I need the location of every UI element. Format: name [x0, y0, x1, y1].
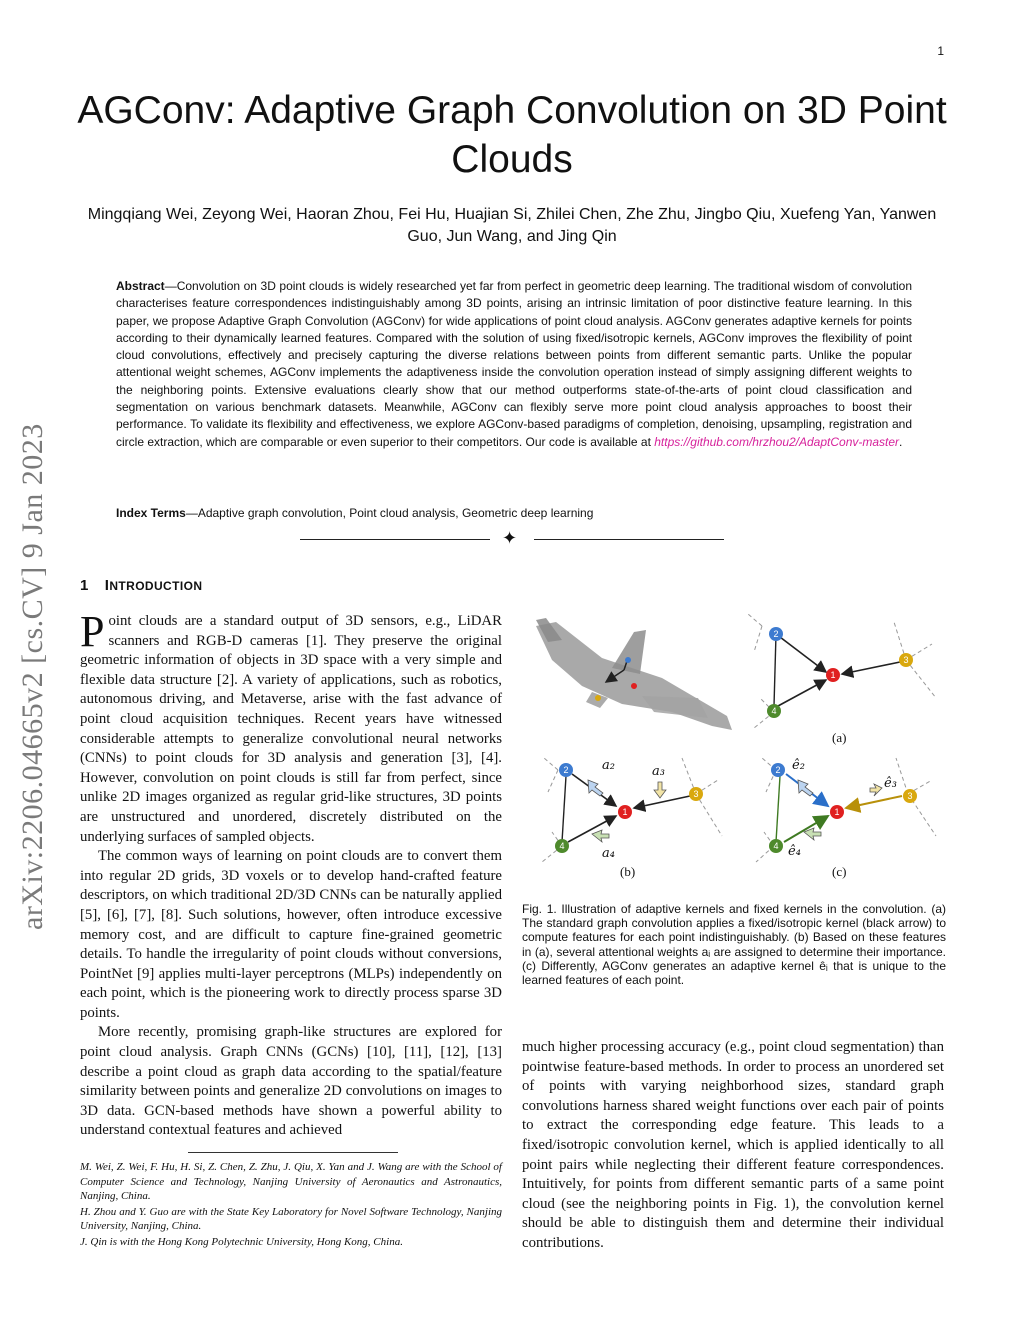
section-heading — [80, 577, 202, 594]
node-3-b: 3 — [689, 787, 703, 801]
drop-cap: P — [80, 607, 105, 656]
kernel-e4: ê₄ — [788, 844, 801, 859]
right-paragraph-1: much higher processing accuracy (e.g., point cloud segmentation) than pointwise feature-based methods. In order to process an unordered set of points with varying neighborhood sizes, standard graph convolutions harness shared weight functions over each pair of points to extract the corresponding edge feature. This leads to a fixed/isotropic convolution kernel, which is applied identically to all point pairs while neglecting their different feature correspondences. Intuitively, for points from different semantic parts of a same point cloud (see the neighboring points in Fig. 1), the convolution kernel should be able to distinguish them and determine their individual contributions. — [522, 1039, 944, 1251]
author-list: Mingqiang Wei, Zeyong Wei, Haoran Zhou, Fei Hu, Huajian Si, Zhilei Chen, Zhe Zhu, Jingbo Qiu, Xuefeng Yan, Yanwen Guo, Jun Wang, and Jing Qin — [87, 206, 937, 245]
section-divider — [300, 530, 724, 550]
node-2-a: 2 — [769, 627, 783, 641]
paragraph-1 — [80, 607, 502, 847]
paragraph-3: More recently, promising graph-like structures are explored for point cloud analysis. Graph CNNs (GCNs) [10], [11], [12], [13] describe a point cloud as graph data according to the spatial/feature similarity between points and generalize 2D convolutions on images to 3D data. GCN-based methods have shown a powerful ability to understand contextual features and achieved — [80, 1024, 502, 1139]
footnote-1: M. Wei, Z. Wei, F. Hu, H. Si, Z. Chen, Z. Zhu, J. Qiu, X. Yan and J. Wang are with the School of Computer Science and Technology, Nanjing University of Aeronautics and Astronautics, Nanjing, China. — [80, 1161, 502, 1203]
divider-star-icon: ✦ — [502, 528, 518, 548]
weight-a3: a₃ — [652, 764, 665, 779]
code-link[interactable]: https://github.com/hrzhou2/AdaptConv-master — [654, 434, 900, 449]
right-column — [522, 1038, 944, 1254]
section-title-rest: NTRODUCTION — [109, 579, 203, 593]
paragraph-1-text: oint clouds are a standard output of 3D sensors, e.g., LiDAR scanners and RGB-D cameras [1]. They preserve the original geometric information of objects in 3D space with a very simple and flexible data structure [2]. A variety of applications, such as robotics, autonomous driving, and Metaverse, arise with the fast advance of point cloud acquisition techniques. Recent years have witnessed considerable attempts to generalize convolutional neural networks (CNNs) to point clouds for 3D analysis and generation [3], [4]. However, convolution on point clouds is still far from perfect, since unlike 2D images organized as regular grid-like structures, 3D points are unstructured and unordered, discretely distributed on the underlying surfaces of sampled objects. — [80, 613, 502, 845]
figure-1 — [522, 608, 946, 898]
paper-title: AGConv: Adaptive Graph Convolution on 3D Point Clouds — [77, 89, 947, 181]
section-number: 1 — [80, 577, 89, 594]
footnote-rule — [188, 1152, 398, 1153]
airplane-point-cloud-image — [536, 618, 732, 730]
node-4-a: 4 — [767, 704, 781, 718]
section-title-initial: I — [104, 577, 110, 594]
index-terms-label: Index Terms — [116, 506, 186, 520]
node-4-c: 4 — [769, 839, 783, 853]
weight-a2: a₂ — [602, 758, 615, 773]
node-1-c: 1 — [830, 805, 844, 819]
node-2-b: 2 — [559, 763, 573, 777]
abstract — [116, 278, 912, 451]
abstract-label: Abstract — [116, 279, 165, 293]
left-column — [80, 607, 502, 1141]
index-terms — [116, 505, 912, 522]
footnote-2: H. Zhou and Y. Guo are with the State Key Laboratory for Novel Software Technology, Nanjing University, Nanjing, China. — [80, 1205, 502, 1233]
kernel-e3: ê₃ — [884, 776, 897, 791]
node-3-c: 3 — [903, 789, 917, 803]
subfigure-label-c: (c) — [832, 864, 847, 879]
index-terms-text: —Adaptive graph convolution, Point cloud analysis, Geometric deep learning — [185, 506, 594, 520]
node-1-a: 1 — [826, 668, 840, 682]
page-number: 1 — [937, 44, 944, 58]
figure-caption: Fig. 1. Illustration of adaptive kernels and fixed kernels in the convolution. (a) The standard graph convolution applies a fixed/isotropic kernel (black arrow) to compute features for each point indistinguishably. (b) Based on these features in (a), several attentional weights aᵢ are assigned to determine their importance. (c) Differently, AGConv generates an adaptive kernel êᵢ that is unique to the learned features of each point. — [522, 902, 946, 988]
subfigure-label-a: (a) — [832, 730, 847, 745]
kernel-e2: ê₂ — [792, 758, 805, 773]
node-3-a: 3 — [899, 653, 913, 667]
weight-a4: a₄ — [602, 846, 615, 861]
abstract-text: —Convolution on 3D point clouds is widely researched yet far from perfect in geometric deep learning. The traditional wisdom of convolution characterises feature correspondences indistinguishably among 3D points, arising an intrinsic limitation of poor distinctive feature learning. In this paper, we propose Adaptive Graph Convolution (AGConv) for wide applications of point cloud analysis. AGConv generates adaptive kernels for points according to their dynamically learned features. Compared with the solution of using fixed/isotropic kernels, AGConv improves the flexibility of point cloud convolutions, effectively and precisely capturing the diverse relations between points from different semantic parts. Unlike the popular attentional weight schemes, AGConv implements the adaptiveness inside the convolution operation instead of simply assigning different weights to the neighboring points. Extensive evaluations clearly show that our method outperforms state-of-the-arts of point cloud classification and segmentation on various benchmark datasets. Meanwhile, AGConv can flexibly serve more point cloud analysis approaches to boost their performance. To validate its flexibility and effectiveness, we explore AGConv-based paradigms of completion, denoising, upsampling, registration and circle extraction, which are comparable or even superior to their competitors. Our code is available at — [116, 279, 912, 449]
paragraph-2: The common ways of learning on point clouds are to convert them into regular 2D grids, 3D voxels or to develop hand-crafted feature descriptors, on which traditional 2D/3D CNNs can be naturally applied [5], [6], [7], [8]. Such solutions, however, often introduce excessive memory cost, and are difficult to capture fine-grained geometric details. To handle the irregularity of point clouds without conversions, PointNet [9] applies multi-layer perceptrons (MLPs) independently on each point, which is the pioneering work to directly process sparse 3D points. — [80, 848, 502, 1021]
footnote-3: J. Qin is with the Hong Kong Polytechnic University, Hong Kong, China. — [80, 1235, 403, 1248]
footnotes — [80, 1160, 502, 1251]
arxiv-identifier: arXiv:2206.04665v2 [cs.CV] 9 Jan 2023 — [16, 423, 49, 930]
divider-line-left — [300, 539, 490, 540]
node-1-b: 1 — [618, 805, 632, 819]
node-4-b: 4 — [555, 839, 569, 853]
node-2-c: 2 — [771, 763, 785, 777]
figure-graphics — [522, 608, 946, 898]
abstract-end: . — [899, 434, 903, 449]
subfigure-label-b: (b) — [620, 864, 636, 879]
divider-line-right — [534, 539, 724, 540]
